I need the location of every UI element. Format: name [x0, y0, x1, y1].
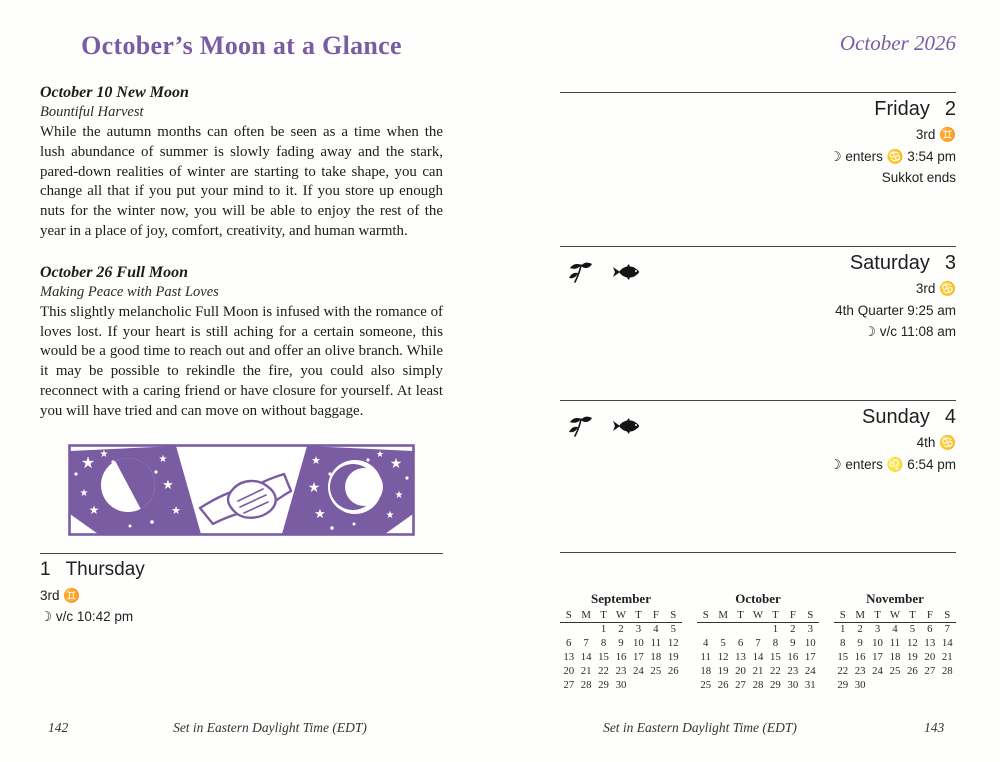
plant-icon	[566, 261, 592, 283]
calendar-day-header: W	[612, 608, 629, 622]
calendar-day-cell: 27	[924, 665, 936, 677]
calendar-day-cell: 25	[889, 665, 901, 677]
calendar-day-header-row	[697, 608, 819, 622]
calendar-day-cell: 16	[854, 651, 866, 663]
full-moon-body: This slightly melancholic Full Moon is infused with the romance of loves lost. If your heart is still aching for a certain someone, this would be a good time to reach out and offer an olive branch. While it may be possible to rekindle the fire, you could also simply reconnect with a caring friend or have closure for yourself. At least you will have tried and can move on without baggage.	[40, 303, 443, 419]
calendar-day-cell: 8	[772, 637, 779, 649]
calendar-day-cell: 16	[787, 651, 799, 663]
calendar-day-cell: 14	[941, 637, 953, 649]
calendar-day-header: T	[630, 608, 647, 622]
calendar-empty-cell	[697, 622, 714, 636]
calendar-day-cell: 4	[703, 637, 709, 649]
day-name: Sunday	[862, 406, 930, 428]
calendar-day-cell: 7	[755, 637, 761, 649]
calendar-day-cell: 11	[889, 637, 901, 649]
calendar-empty-cell	[749, 622, 766, 636]
day-detail-line: ☽ v/c 11:08 am	[863, 324, 956, 339]
mini-calendar-november	[834, 591, 956, 692]
day-entry-friday	[560, 92, 956, 246]
moons-handshake-illustration	[68, 444, 415, 536]
calendar-day-cell: 23	[854, 665, 866, 677]
calendar-day-cell: 5	[720, 637, 726, 649]
calendar-day-cell: 28	[752, 679, 764, 691]
right-page	[560, 24, 956, 692]
calendar-day-cell: 9	[618, 637, 624, 649]
calendar-week-row	[560, 650, 682, 664]
calendar-day-cell: 7	[944, 623, 950, 636]
calendar-day-cell: 30	[854, 679, 866, 691]
day-entries	[560, 92, 956, 552]
calendar-empty-cell	[869, 678, 886, 692]
calendar-day-cell: 17	[872, 651, 883, 663]
calendar-empty-cell	[647, 678, 664, 692]
fish-icon	[612, 417, 642, 435]
calendar-day-header: S	[560, 608, 577, 622]
calendar-day-cell: 21	[752, 665, 764, 677]
calendar-day-cell: 18	[650, 651, 662, 663]
day-activity-icons	[566, 415, 642, 437]
plant-icon	[566, 415, 592, 437]
calendar-day-cell: 11	[650, 637, 662, 649]
calendar-day-cell: 23	[615, 665, 627, 677]
calendar-day-cell: 17	[804, 651, 816, 663]
calendar-day-cell: 15	[837, 651, 849, 663]
calendar-day-cell: 21	[941, 651, 953, 663]
full-moon-heading: October 26 Full Moon	[40, 263, 189, 281]
svg-text:★: ★	[311, 453, 321, 467]
day-detail-line: 3rd ♊	[40, 587, 81, 603]
calendar-day-cell: 24	[872, 665, 883, 677]
svg-text:★: ★	[171, 503, 181, 517]
day-entry-saturday	[560, 246, 956, 400]
calendar-day-header-row	[834, 608, 956, 622]
svg-text:★: ★	[385, 509, 395, 521]
calendar-empty-cell	[714, 622, 731, 636]
day-lines	[560, 124, 956, 189]
calendar-day-cell: 28	[580, 679, 592, 691]
day-detail-line: ☽ v/c 10:42 pm	[40, 609, 134, 625]
calendar-day-cell: 8	[600, 637, 607, 649]
calendar-week-row	[560, 636, 682, 650]
day-detail-line: ☽ enters ♌ 6:54 pm	[829, 456, 956, 472]
calendar-day-cell: 6	[927, 623, 933, 636]
calendar-day-cell: 10	[633, 637, 644, 649]
calendar-day-cell: 10	[804, 637, 816, 649]
calendar-empty-cell	[577, 622, 594, 636]
calendar-day-cell: 23	[787, 665, 799, 677]
calendar-day-header: M	[851, 608, 868, 622]
new-moon-heading: October 10 New Moon	[40, 84, 189, 101]
calendar-day-header: T	[904, 608, 921, 622]
svg-text:★: ★	[307, 479, 321, 496]
calendar-day-cell: 2	[857, 623, 863, 636]
calendar-day-cell: 19	[667, 651, 679, 663]
calendar-week-row	[697, 678, 819, 692]
calendar-day-cell: 20	[924, 651, 936, 663]
calendar-day-cell: 29	[598, 679, 609, 691]
mini-calendar-september	[560, 591, 682, 692]
calendar-week-row	[697, 650, 819, 664]
right-footer-note: Set in Eastern Daylight Time (EDT)	[603, 720, 797, 735]
calendar-day-cell: 25	[650, 665, 662, 677]
calendar-day-cell: 24	[633, 665, 644, 677]
calendar-grid	[834, 608, 956, 692]
day-detail-line: ☽ enters ♋ 3:54 pm	[829, 148, 956, 164]
day-number: 1	[40, 558, 51, 580]
day-number: 2	[944, 98, 956, 120]
calendar-day-cell: 8	[840, 637, 846, 649]
calendar-day-cell: 14	[752, 651, 764, 663]
day-heading	[40, 559, 443, 581]
svg-text:★: ★	[314, 506, 326, 522]
new-moon-body: While the autumn months can often be seen as a time when the lush abundance of summer is slowly fading away and the stark, pared-down realities of winter are starting to take shape, you can change all that if you put your mind to it. If you store up enough nuts for the winter now, you will be able to enjoy the rest of the year in a place of joy, comfort, creativity, and human warmth.	[40, 124, 443, 239]
calendar-day-cell: 9	[857, 637, 863, 649]
page-title: October’s Moon at a Glance	[81, 31, 402, 60]
day-heading	[560, 98, 956, 121]
calendar-day-cell: 6	[566, 637, 572, 649]
calendar-day-cell: 31	[804, 679, 816, 691]
calendar-day-cell: 30	[615, 679, 627, 691]
day-name: Thursday	[65, 558, 145, 580]
calendar-week-row	[834, 678, 956, 692]
calendar-day-cell: 5	[909, 623, 916, 636]
calendar-week-row	[697, 664, 819, 678]
day-name: Saturday	[849, 252, 930, 274]
calendar-day-cell: 10	[872, 637, 883, 649]
calendar-day-header: M	[714, 608, 731, 622]
day-number: 4	[944, 406, 956, 428]
calendar-day-header: S	[834, 608, 851, 622]
calendar-day-cell: 28	[941, 665, 953, 677]
calendar-week-row	[560, 678, 682, 692]
calendar-week-row	[834, 650, 956, 664]
calendar-day-cell: 2	[618, 623, 624, 636]
day-entry-sunday	[560, 400, 956, 552]
calendar-day-cell: 4	[653, 623, 659, 636]
day-entry-thursday	[40, 553, 443, 628]
calendar-day-cell: 1	[600, 623, 607, 636]
calendar-day-header: S	[665, 608, 682, 622]
calendar-empty-cell	[665, 678, 682, 692]
svg-text:★: ★	[375, 449, 385, 460]
calendar-day-cell: 5	[670, 623, 676, 636]
calendar-empty-cell	[630, 678, 647, 692]
calendar-day-cell: 26	[717, 679, 729, 691]
calendar-day-cell: 29	[770, 679, 781, 691]
calendar-day-header: F	[647, 608, 664, 622]
svg-text:★: ★	[158, 453, 168, 465]
calendar-day-cell: 13	[924, 637, 936, 649]
calendar-week-row	[834, 636, 956, 650]
calendar-day-cell: 20	[735, 665, 746, 677]
calendar-grid	[560, 608, 682, 692]
calendar-week-row	[834, 664, 956, 678]
calendar-day-header-row	[560, 608, 682, 622]
calendar-month-title: November	[866, 591, 924, 606]
calendar-day-cell: 19	[717, 665, 729, 677]
calendar-day-cell: 18	[889, 651, 901, 663]
calendar-day-cell: 29	[837, 679, 849, 691]
day-detail-line: 3rd ♊	[915, 127, 956, 142]
calendar-day-cell: 2	[790, 623, 796, 636]
day-activity-icons	[566, 261, 642, 283]
calendar-grid	[697, 608, 819, 692]
calendar-empty-cell	[939, 678, 956, 692]
left-footer-note: Set in Eastern Daylight Time (EDT)	[173, 720, 367, 735]
calendar-day-cell: 11	[700, 651, 711, 663]
new-moon-subheading: Bountiful Harvest	[40, 104, 144, 120]
calendar-day-cell: 12	[717, 651, 729, 663]
calendar-day-cell: 17	[633, 651, 644, 663]
svg-text:★: ★	[80, 452, 96, 472]
day-detail-line: 4th Quarter 9:25 am	[835, 302, 956, 318]
mini-calendar-october	[697, 591, 819, 692]
calendar-day-cell: 25	[700, 679, 712, 691]
calendar-day-cell: 22	[770, 665, 781, 677]
calendar-week-row	[834, 622, 956, 636]
right-page-number: 143	[924, 720, 945, 735]
calendar-day-header: T	[595, 608, 612, 622]
calendar-day-cell: 3	[807, 623, 813, 636]
new-moon-section	[40, 83, 443, 242]
calendar-day-header: F	[784, 608, 801, 622]
calendar-day-cell: 1	[772, 623, 779, 636]
mini-calendars	[560, 552, 956, 692]
day-detail-line: 4th ♋	[916, 435, 956, 450]
left-page-number: 142	[48, 720, 69, 735]
calendar-day-header: W	[749, 608, 766, 622]
calendar-week-row	[697, 622, 819, 636]
calendar-day-cell: 30	[787, 679, 799, 691]
calendar-day-cell: 21	[580, 665, 592, 677]
calendar-day-cell: 4	[892, 623, 898, 636]
calendar-day-header: S	[939, 608, 956, 622]
calendar-month-title: October	[735, 591, 781, 606]
calendar-day-header: T	[732, 608, 749, 622]
day-number: 3	[944, 252, 956, 274]
day-detail-line: Sukkot ends	[881, 170, 956, 185]
svg-text:★: ★	[394, 489, 404, 501]
calendar-day-cell: 24	[804, 665, 816, 677]
svg-text:★: ★	[88, 502, 100, 517]
calendar-day-header: T	[767, 608, 784, 622]
calendar-day-cell: 19	[907, 651, 918, 663]
calendar-week-row	[697, 636, 819, 650]
calendar-day-cell: 26	[667, 665, 679, 677]
svg-text:★: ★	[99, 448, 109, 460]
day-name: Friday	[874, 98, 930, 120]
calendar-day-cell: 14	[580, 651, 592, 663]
calendar-day-cell: 18	[700, 665, 712, 677]
calendar-day-cell: 3	[635, 623, 642, 636]
calendar-day-cell: 20	[563, 665, 575, 677]
day-lines	[560, 432, 956, 475]
full-moon-subheading: Making Peace with Past Loves	[40, 283, 219, 300]
calendar-day-header: T	[869, 608, 886, 622]
calendar-day-cell: 16	[615, 651, 627, 663]
calendar-day-cell: 15	[598, 651, 609, 663]
calendar-day-cell: 22	[837, 665, 849, 677]
calendar-empty-cell	[904, 678, 921, 692]
day-detail-line: 3rd ♋	[915, 281, 956, 296]
full-moon-section	[40, 263, 443, 422]
calendar-day-cell: 12	[907, 637, 918, 649]
calendar-day-cell: 13	[735, 651, 746, 663]
calendar-empty-cell	[921, 678, 938, 692]
calendar-empty-cell	[560, 622, 577, 636]
calendar-day-cell: 15	[770, 651, 781, 663]
calendar-day-header: S	[802, 608, 819, 622]
calendar-day-cell: 1	[840, 623, 846, 636]
calendar-day-cell: 12	[667, 637, 679, 649]
calendar-day-cell: 7	[583, 637, 589, 649]
calendar-week-row	[560, 664, 682, 678]
month-year-heading: October 2026	[839, 31, 956, 55]
calendar-month-title: September	[591, 591, 651, 606]
calendar-day-cell: 3	[874, 623, 881, 636]
svg-text:★: ★	[162, 477, 174, 493]
calendar-day-header: F	[921, 608, 938, 622]
calendar-day-cell: 26	[907, 665, 918, 677]
svg-text:★: ★	[79, 487, 89, 499]
calendar-day-header: S	[697, 608, 714, 622]
day-lines	[40, 585, 443, 628]
day-lines	[560, 278, 956, 343]
fish-icon	[612, 263, 642, 281]
calendar-day-cell: 27	[735, 679, 746, 691]
svg-text:★: ★	[389, 455, 403, 472]
calendar-empty-cell	[886, 678, 903, 692]
calendar-day-header: W	[886, 608, 903, 622]
calendar-day-cell: 13	[563, 651, 575, 663]
calendar-day-cell: 6	[737, 637, 744, 649]
calendar-day-cell: 9	[790, 637, 796, 649]
calendar-week-row	[560, 622, 682, 636]
calendar-day-header: M	[577, 608, 594, 622]
left-page	[40, 24, 443, 628]
calendar-empty-cell	[732, 622, 749, 636]
calendar-day-cell: 22	[598, 665, 609, 677]
calendar-day-cell: 27	[563, 679, 575, 691]
